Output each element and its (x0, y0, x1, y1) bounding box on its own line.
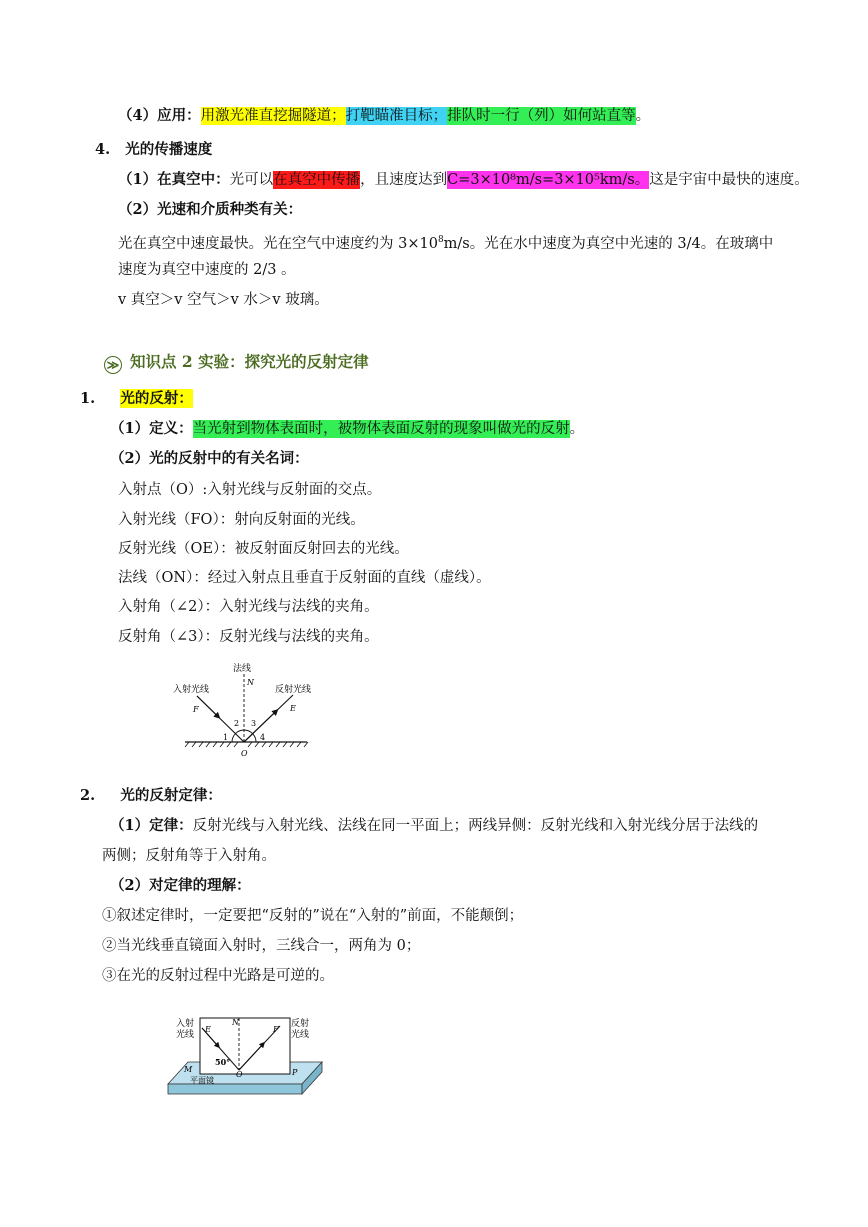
reflected-label: 反射光线 (275, 685, 312, 695)
point-m-label: M (184, 1065, 193, 1074)
reflected-label-line-1: 反射 (291, 1019, 310, 1029)
point-n-label: N (232, 1018, 239, 1027)
point-f-label: F (193, 705, 199, 714)
vacuum-highlight-speed: C=3×10⁸m/s=3×10⁵km/s。 (447, 172, 650, 188)
law-text-1: 反射光线与入射光线、法线在同一平面上；两线异侧：反射光线和入射光线分居于法线的 (192, 818, 759, 834)
mirror-diagram (160, 1010, 340, 1102)
law-heading-number: 2. (80, 787, 96, 804)
vacuum-text-1: 光可以 (229, 172, 274, 188)
point-e-label: E (205, 1025, 211, 1034)
vacuum-label: （1）在真空中： (118, 171, 230, 188)
understand-point: ③在光的反射过程中光路是可逆的。 (102, 968, 334, 984)
terms-label: （2）光的反射中的有关名词： (110, 450, 309, 467)
application-highlight-target: 打靶瞄准目标； (345, 108, 448, 124)
reflection-heading-text: 光的反射： (120, 390, 193, 407)
reflection-diagram (165, 658, 325, 763)
mirror-label: 平面镜 (190, 1076, 214, 1085)
angle-3-label: 3 (251, 719, 257, 728)
law-line-1 (110, 816, 758, 836)
mirror-front (168, 1084, 302, 1094)
normal-label: 法线 (233, 664, 252, 674)
chevron-right-icon: ≫ (104, 356, 122, 374)
reflected-label-line-2: 光线 (291, 1030, 310, 1040)
application-highlight-tunnel: 用激光准直挖掘隧道； (200, 108, 346, 124)
speed-order: v 真空＞v 空气＞v 水＞v 玻璃。 (118, 292, 329, 308)
incident-label-line-2: 光线 (176, 1030, 195, 1040)
understand-point: ②当光线垂直镜面入射时，三线合一，两角为 0； (102, 938, 421, 954)
vacuum-text-2: ，且速度达到 (360, 172, 448, 188)
surface-hatching (185, 742, 308, 747)
definition-end: 。 (569, 421, 585, 437)
term-item: 入射点（O）:入射光线与反射面的交点。 (118, 482, 382, 498)
angle-2-label: 2 (234, 719, 240, 728)
term-item: 入射角（∠2）：入射光线与法线的夹角。 (118, 599, 379, 615)
point-p-label: P (292, 1068, 298, 1077)
definition-highlight: 当光射到物体表面时，被物体表面反射的现象叫做光的反射 (192, 421, 570, 437)
medium-paragraph-line-1 (118, 230, 773, 254)
angle-4-label: 4 (260, 733, 266, 742)
section-title-knowledge-2 (104, 352, 369, 374)
understand-point: ①叙述定律时，一定要把“反射的”说在“入射的”前面，不能颠倒； (102, 908, 524, 924)
angle-50-label: 50° (215, 1057, 231, 1067)
application-end: 。 (635, 108, 651, 124)
angle-1-label: 1 (223, 733, 229, 742)
term-item: 反射光线（OE）：被反射面反射回去的光线。 (118, 541, 409, 557)
point-e-label: E (290, 704, 296, 713)
point-n-label: N (247, 678, 254, 687)
definition-line (110, 419, 584, 439)
law-line-2: 两侧；反射角等于入射角。 (102, 848, 276, 864)
speed-heading-number: 4. (95, 141, 111, 158)
medium-paragraph-line-2: 速度为真空中速度的 2/3 。 (118, 262, 296, 278)
law-heading (80, 786, 222, 806)
vacuum-highlight-propagate: 在真空中传播 (273, 172, 361, 188)
speed-heading-text: 光的传播速度 (125, 141, 213, 158)
point-o-label: O (236, 1070, 243, 1079)
speed-heading (95, 140, 212, 160)
medium-label: （2）光速和介质种类有关： (118, 201, 303, 218)
application-highlight-queue: 排队时一行（列）如何站直等 (447, 108, 636, 124)
incident-label: 入射光线 (173, 685, 210, 695)
reflection-heading (80, 389, 193, 409)
vacuum-text-3: 这是宇宙中最快的速度。 (649, 172, 809, 188)
incident-label-line-1: 入射 (176, 1019, 195, 1029)
reflection-heading-number: 1. (80, 390, 96, 407)
medium-text-1b: m/s。光在水中速度为真空中光速的 3/4。在玻璃中 (443, 235, 774, 252)
medium-text-1a: 光在真空中速度最快。光在空气中速度约为 3×10 (118, 235, 438, 252)
term-item: 反射角（∠3）：反射光线与法线的夹角。 (118, 629, 379, 645)
vacuum-line (118, 170, 809, 190)
medium-exponent: 8 (437, 235, 444, 245)
application-label: （4）应用： (118, 107, 201, 124)
understand-label: （2）对定律的理解： (110, 877, 251, 894)
application-line (118, 106, 650, 126)
definition-label: （1）定义： (110, 420, 193, 437)
term-item: 法线（ON）：经过入射点且垂直于反射面的直线（虚线）。 (118, 570, 491, 586)
section-title-text: 知识点 2 实验：探究光的反射定律 (130, 352, 369, 371)
law-heading-text: 光的反射定律： (120, 787, 222, 804)
term-item: 入射光线（FO）：射向反射面的光线。 (118, 512, 365, 528)
point-f-label: F (273, 1025, 279, 1034)
law-label: （1）定律： (110, 817, 193, 834)
point-o-label: O (241, 749, 248, 758)
incident-arrow (197, 696, 218, 717)
